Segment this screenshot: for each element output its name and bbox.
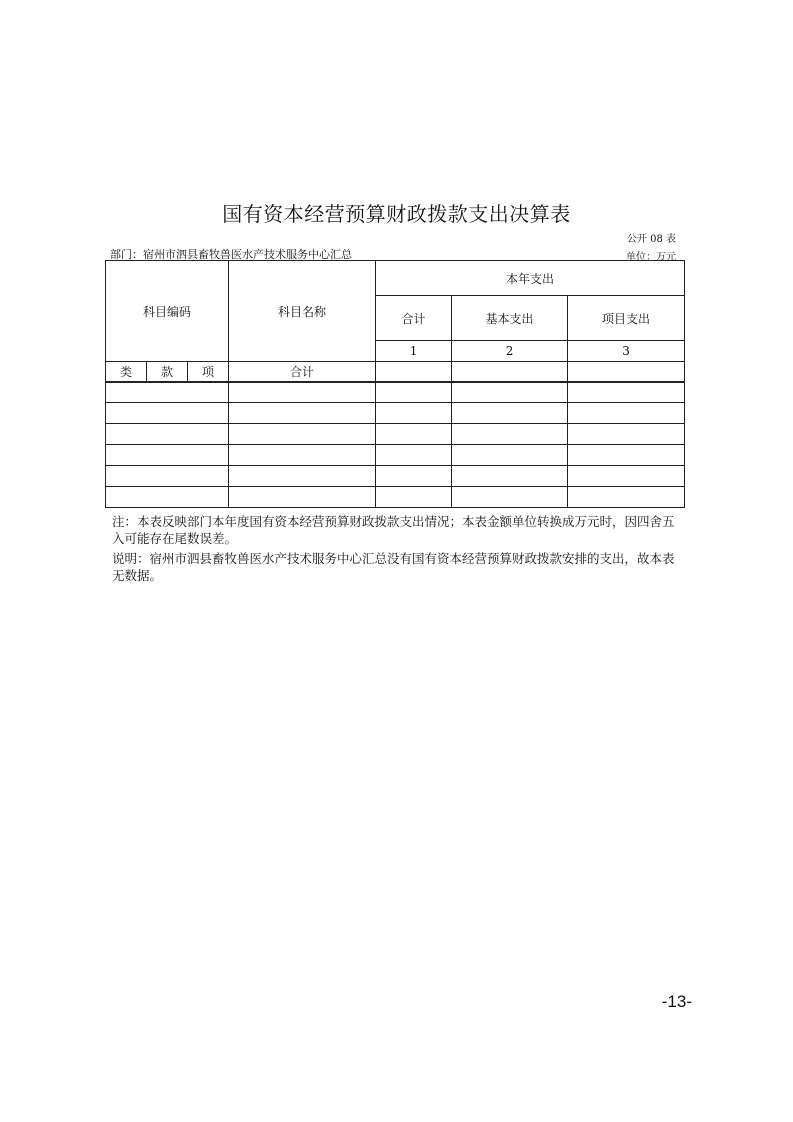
- column-number-3: 3: [568, 341, 685, 362]
- name-header: 科目名称: [229, 261, 376, 362]
- table-row: [106, 382, 685, 403]
- column-number-1: 1: [376, 341, 452, 362]
- row-total-cell: [376, 487, 452, 508]
- row-name-cell: [229, 403, 376, 424]
- row-total-cell: [376, 382, 452, 403]
- row-total-cell: [376, 403, 452, 424]
- annual-expenditure-header: 本年支出: [376, 261, 685, 296]
- row-code-cell: [106, 445, 229, 466]
- page-number: -13-: [661, 992, 692, 1011]
- table-row: [106, 403, 685, 424]
- row-name-cell: [229, 445, 376, 466]
- item-header: 项: [188, 362, 229, 382]
- row-code-cell: [106, 403, 229, 424]
- column-number-2: 2: [452, 341, 568, 362]
- row-name-cell: [229, 424, 376, 445]
- table-row: [106, 487, 685, 508]
- row-basic-cell: [452, 424, 568, 445]
- form-number: 公开 08 表: [626, 234, 676, 245]
- page-title: 国有资本经营预算财政拨款支出决算表: [222, 202, 571, 226]
- row-project-cell: [568, 403, 685, 424]
- notes-section: [112, 513, 682, 587]
- code-header: 科目编码: [106, 261, 229, 362]
- row-project-cell: [568, 466, 685, 487]
- row-basic-cell: [452, 403, 568, 424]
- explanation-text: 说明：宿州市泗县畜牧兽医水产技术服务中心汇总没有国有资本经营预算财政拨款安排的支出，故本表无数据。: [112, 551, 675, 583]
- department-label: 部门：宿州市泗县畜牧兽医水产技术服务中心汇总: [110, 248, 352, 261]
- row-project-cell: [568, 382, 685, 403]
- row-project-cell: [568, 445, 685, 466]
- project-expenditure-column-header: 项目支出: [568, 296, 685, 341]
- row-basic-cell: [452, 487, 568, 508]
- row-project-cell: [568, 424, 685, 445]
- row-code-cell: [106, 466, 229, 487]
- expenditure-table: [105, 260, 685, 508]
- row-code-cell: [106, 487, 229, 508]
- table-row: [106, 445, 685, 466]
- table-row: [106, 424, 685, 445]
- total-row-basic: [452, 362, 568, 382]
- total-row-project: [568, 362, 685, 382]
- section-header: 款: [147, 362, 188, 382]
- total-row-total: [376, 362, 452, 382]
- note-text: 注：本表反映部门本年度国有资本经营预算财政拨款支出情况；本表金额单位转换成万元时，因四舍五入可能存在尾数误差。: [112, 514, 675, 546]
- basic-expenditure-column-header: 基本支出: [452, 296, 568, 341]
- row-total-cell: [376, 424, 452, 445]
- table-row: [106, 466, 685, 487]
- row-project-cell: [568, 487, 685, 508]
- row-name-cell: [229, 466, 376, 487]
- category-header: 类: [106, 362, 147, 382]
- row-code-cell: [106, 382, 229, 403]
- row-code-cell: [106, 424, 229, 445]
- total-row-label: 合计: [229, 362, 376, 382]
- row-basic-cell: [452, 445, 568, 466]
- row-total-cell: [376, 445, 452, 466]
- row-name-cell: [229, 382, 376, 403]
- row-basic-cell: [452, 466, 568, 487]
- row-name-cell: [229, 487, 376, 508]
- total-column-header: 合计: [376, 296, 452, 341]
- unit-label: 单位：万元: [626, 252, 676, 263]
- row-total-cell: [376, 466, 452, 487]
- row-basic-cell: [452, 382, 568, 403]
